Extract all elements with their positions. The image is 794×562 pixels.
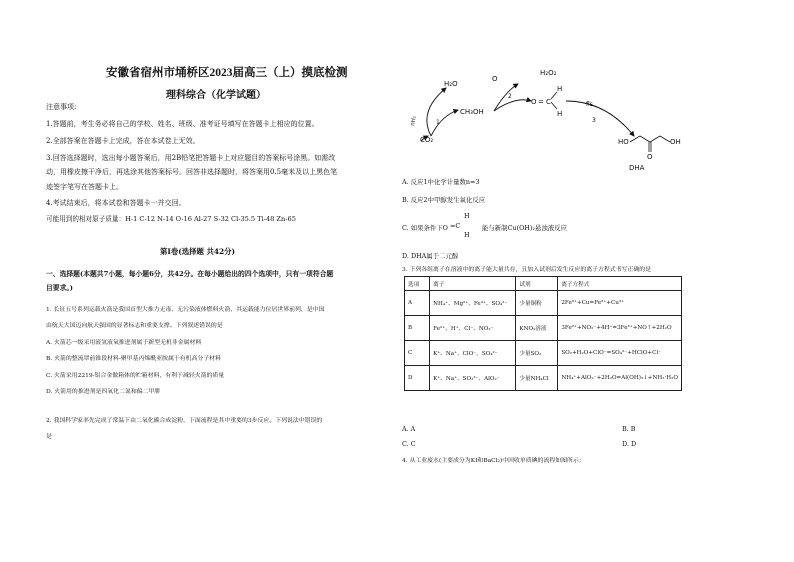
q3-cell: KNO₃溶液 [516, 316, 558, 341]
label-c: C [546, 98, 551, 106]
q3-table [404, 276, 682, 391]
label-step1: 1 [436, 119, 440, 126]
q3-cell: Fe²⁺、H⁺、Cl⁻、NO₃⁻ [430, 316, 516, 341]
q3-header: 离子 [430, 277, 516, 291]
q3-cell: D [405, 366, 430, 391]
q3-cell: NH₄⁺+AlO₂⁻+2H₂O=Al(OH)₃↓+NH₃·H₂O [558, 366, 682, 391]
q3-header: 试剂 [516, 277, 558, 291]
q3-cell: C [405, 341, 430, 366]
q3-cell: 2Fe³⁺+Cu=Fe²⁺+Cu²⁺ [558, 291, 682, 316]
note-item: 4.考试结束后，将本试卷和答题卡一并交回。 [46, 199, 186, 207]
q1-option-a: A. 火箭芯一级采用液氢液氧推进剂属于新型无机非金属材料 [46, 340, 202, 346]
q4-stem: 4. 从工业废水(主要成分为KI和BaCl₂)中回收单质碘的流程如图所示： [402, 458, 585, 464]
q3-answer-c: C. C [402, 440, 416, 448]
label-eq: = [538, 98, 544, 106]
reaction-diagram [396, 56, 716, 181]
q1-option-c: C. 火箭采用2219-铝合金做箱体的贮箱材料，有利于减轻火箭的质量 [46, 373, 225, 379]
note-item: 动，用橡皮擦干净后，再选涂其他答案标号。回答非选择题时，将答案用0.5毫米及以上黑色笔 [46, 168, 338, 176]
q3-cell: K⁺、Na⁺、SO₃²⁻、AlO₂⁻ [430, 366, 516, 391]
section-heading: 第Ⅰ卷(选择题 共42分) [160, 247, 236, 256]
label-oh: OH [670, 138, 681, 146]
label-ch3oh: CH₃OH [460, 108, 484, 116]
q3-answer-d: D. D [622, 440, 637, 448]
label-step3: 3 [592, 117, 596, 124]
section-intro: 目要求。) [46, 284, 74, 292]
q3-header: 离子方程式 [558, 277, 682, 291]
q3-cell: 少量NH₄Cl [516, 366, 558, 391]
label-fls: fls [586, 101, 593, 108]
atomic-masses: 可能用到的相对原子质量：H-1 C-12 N-14 O-16 Al-27 S-32 Cl-35.5 Ti-48 Zn-65 [46, 215, 296, 223]
q2-option-c-h-top: H [463, 212, 470, 220]
table-row [405, 366, 682, 391]
label-o2: O [492, 75, 498, 83]
label-h2o: H₂O [444, 80, 458, 88]
q3-cell: 3Fe²⁺+NO₃⁻+4H⁺=3Fe³⁺+NO↑+2H₂O [558, 316, 682, 341]
q1-stem: 由航天大国迈向航天强国的显著标志和重要支撑。下列叙述错误的是 [46, 323, 223, 329]
q3-cell: 少量SO₂ [516, 341, 558, 366]
note-item: 2.全部答案在答题卡上完成，答在本试卷上无效。 [46, 137, 200, 145]
q2-option-c-post: 能与新制Cu(OH)₂悬浊液反应 [482, 224, 567, 232]
label-o: O [531, 98, 537, 106]
q2-stem: 2. 我国科学家率先完成了常温下由二氧化碳合成淀粉，下面流程是其中重要的3步反应。下列说法中错误的 [46, 418, 323, 424]
label-step2: 2 [508, 93, 512, 100]
page-subtitle: 理科综合（化学试题） [166, 90, 266, 101]
q2-option-c-structure: H =C H [449, 212, 470, 239]
q3-stem: 3. 下列各组离子在溶液中的离子能大量共存，且加入试剂后发生反应的离子方程式书写正确的是 [402, 267, 652, 273]
q2-option-c [402, 212, 567, 239]
note-item: 3.回答选择题时，选出每小题答案后，用2B铅笔把答题卡上对应题目的答案标号涂黑。如需改 [46, 154, 336, 162]
label-co2: CO₂ [420, 136, 434, 144]
label-o-dha: O [647, 153, 653, 161]
q1-option-b: B. 火箭的整流罩前锥段材料-聚甲基丙烯酰亚胺属于有机高分子材料 [46, 356, 222, 362]
q2-stem: 是 [46, 434, 52, 440]
q2-option-d: D. DHA属于二元醇 [402, 252, 459, 260]
label-nh2: nH₂ [410, 115, 418, 127]
note-item: 1.答题前，考生务必将自己的学校、姓名、班级、准考证号填写在答题卡上相应的位置。 [46, 120, 319, 128]
q3-header: 选项 [405, 277, 430, 291]
table-row [405, 291, 682, 316]
q2-option-b: B. 反应2中甲醇发生氧化反应 [402, 196, 486, 204]
q1-stem: 1. 长征五号系列运载火箭是我国首型大推力无毒、无污染液体燃料火箭，其运载能力位居世界前列，是中国 [46, 307, 325, 313]
q3-answer-a: A. A [402, 425, 416, 433]
q3-cell: A [405, 291, 430, 316]
table-row [405, 341, 682, 366]
q2-option-a: A. 反应1中化学计量数n=3 [402, 178, 480, 186]
q3-cell: B [405, 316, 430, 341]
table-row [405, 316, 682, 341]
q3-cell: K⁺、Na⁺、ClO⁻、SO₄²⁻ [430, 341, 516, 366]
notes-heading: 注意事项: [46, 103, 77, 111]
q3-cell: NH₄⁺、Mg²⁺、Fe³⁺、SO₄²⁻ [430, 291, 516, 316]
section-intro: 一、选择题(本题共7小题，每小题6分，共42分。在每小题给出的四个选项中，只有一项符合题 [46, 270, 334, 278]
page-title: 安徽省宿州市埇桥区2023届高三（上）摸底检测 [106, 67, 348, 79]
q1-option-d: D. 火箭用的推进剂是四氧化二氮和偏二甲肼 [46, 389, 161, 395]
q3-cell: 少量铜粉 [516, 291, 558, 316]
label-ho: HO [618, 138, 629, 146]
label-h-bottom: H [557, 110, 563, 118]
q3-answer-b: B. B [622, 425, 636, 433]
label-h-top: H [557, 85, 563, 93]
q2-option-c-pre: C. 如果条件下O [402, 224, 448, 232]
label-dha: DHA [629, 164, 645, 172]
q2-option-c-h-bottom: H [463, 231, 470, 239]
note-item: 迹签字笔写在答题卡上。 [46, 183, 123, 191]
q3-cell: SO₂+H₂O+ClO⁻=SO₄²⁻+HClO+Cl⁻ [558, 341, 682, 366]
label-h2o2: H₂O₂ [540, 69, 557, 77]
